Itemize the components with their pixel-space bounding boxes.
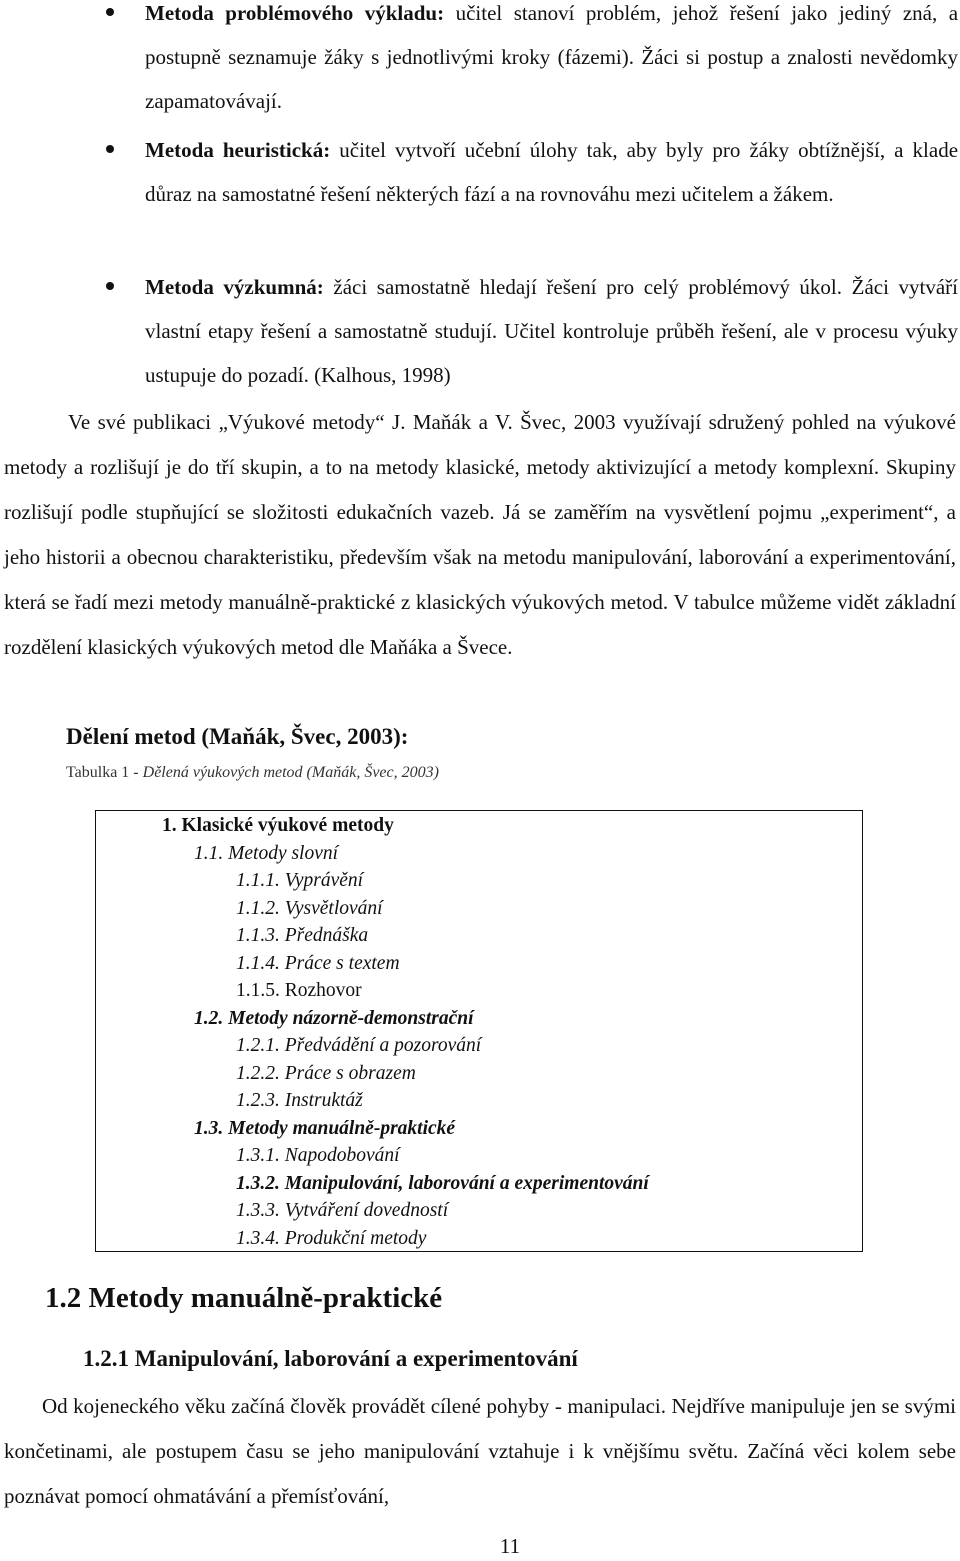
table-row: 1.3.1. Napodobování	[236, 1145, 400, 1166]
table-row: 1.3. Metody manuálně-praktické	[194, 1117, 456, 1139]
bullet-item-problem	[0, 0, 960, 123]
caption-prefix: Tabulka 1 -	[66, 764, 143, 781]
table-row: 1.1.2. Vysvětlování	[236, 897, 383, 919]
bullet-text: učitel stanoví problém, jehož řešení jako jediný zná, a postupně seznamuje žáky s jednotlivými kroky (fázemi). Žáci si postup a znalosti nevědomky zapamatovávají.	[145, 1, 959, 113]
bullet-dot-icon	[106, 145, 114, 153]
page-number: 11	[499, 1534, 521, 1558]
table-row: 1.3.4. Produkční metody	[236, 1227, 427, 1249]
paragraph-methods	[4, 400, 956, 670]
table-row: 1.1.5. Rozhovor	[236, 980, 362, 1001]
table-caption	[66, 764, 439, 782]
bullet-dot-icon	[106, 8, 114, 16]
table-row: 1.3.2. Manipulování, laborování a experimentování	[236, 1172, 649, 1194]
table-row: 1.2.1. Předvádění a pozorování	[236, 1035, 482, 1056]
bullet-term: Metoda problémového výkladu:	[145, 1, 445, 25]
subheading-division: Dělení metod (Maňák, Švec, 2003):	[66, 724, 409, 749]
caption-title: Dělená výukových metod (Maňák, Švec, 2003)	[142, 764, 439, 781]
paragraph-text: Od kojeneckého věku začíná člověk provádět cílené pohyby - manipulaci. Nejdříve manipuluje jen se svými končetinami, ale postupem času se jeho manipulování vztahuje i k vnějšímu světu. Začíná věci kolem sebe poznávat pomocí ohmatávání a přemísťování,	[4, 1394, 956, 1508]
table-row: 1.2.3. Instruktáž	[236, 1090, 363, 1111]
bullet-term: Metoda heuristická:	[145, 138, 331, 162]
table-row: 1. Klasické výukové metody	[162, 815, 394, 836]
bullet-item-heuristic	[0, 128, 960, 216]
table-row: 1.1.3. Přednáška	[236, 925, 369, 946]
table-row: 1.3.3. Vytváření dovedností	[236, 1200, 449, 1221]
table-row: 1.1. Metody slovní	[194, 842, 339, 864]
table-row: 1.2. Metody názorně-demonstrační	[194, 1007, 474, 1029]
bullet-term: Metoda výzkumná:	[145, 275, 324, 299]
bullet-text: žáci samostatně hledají řešení pro celý problémový úkol. Žáci vytváří vlastní etapy řešení a samostatně studují. Učitel kontroluje průběh řešení, ale v procesu výuky ustupuje do pozadí. (Kalhous, 1998)	[145, 275, 958, 387]
heading-manipulation: 1.2.1 Manipulování, laborování a experimentování	[83, 1346, 578, 1371]
methods-table	[95, 810, 863, 1252]
heading-manual-practical: 1.2 Metody manuálně-praktické	[45, 1282, 443, 1314]
bullet-item-research	[0, 265, 960, 397]
table-row: 1.1.4. Práce s textem	[236, 952, 400, 974]
paragraph-manipulation	[4, 1384, 956, 1519]
table-row: 1.1.1. Vyprávění	[236, 870, 364, 891]
bullet-dot-icon	[106, 282, 114, 290]
paragraph-text: Ve své publikaci „Výukové metody“ J. Maňák a V. Švec, 2003 využívají sdružený pohled na výukové metody a rozlišují je do tří skupin, a to na metody klasické, metody aktivizující a metody komplexní. Skupiny rozlišují podle stupňující se složitosti edukačních vazeb. Já se zaměřím na vysvětlení pojmu „experiment“, a jeho historii a obecnou charakteristiku, především však na metodu manipulování, laborování a experimentování, která se řadí mezi metody manuálně-praktické z klasických výukových metod. V tabulce můžeme vidět základní rozdělení klasických výukových metod dle Maňáka a Švece.	[4, 410, 956, 659]
table-row: 1.2.2. Práce s obrazem	[236, 1062, 416, 1084]
bullet-text: učitel vytvoří učební úlohy tak, aby byly pro žáky obtížnější, a klade důraz na samostatné řešení některých fází a na rovnováhu mezi učitelem a žákem.	[145, 138, 959, 206]
